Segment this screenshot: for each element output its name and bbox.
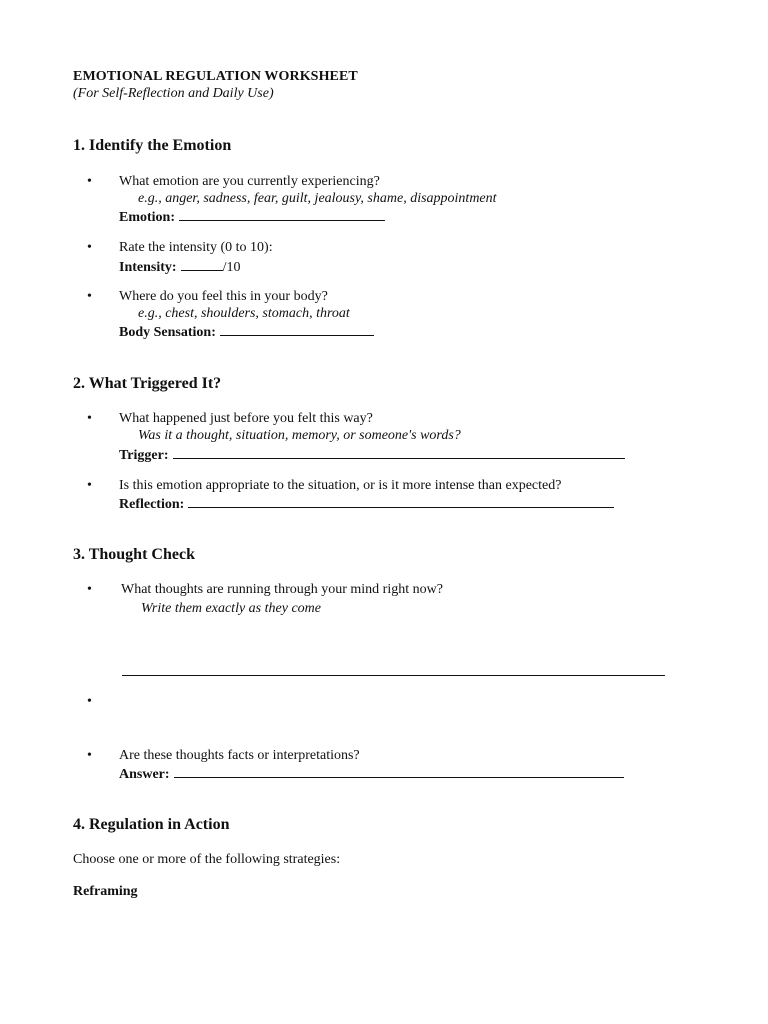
reflection-question: Is this emotion appropriate to the situation, or is it more intense than expected?	[119, 478, 562, 493]
bullet: •	[87, 694, 92, 709]
body-sensation-label: Body Sensation:	[119, 325, 216, 340]
bullet: •	[87, 240, 92, 255]
bullet: •	[87, 478, 92, 493]
strategies-intro: Choose one or more of the following strategies:	[73, 852, 341, 867]
thoughts-hint: Write them exactly as they come	[141, 601, 321, 616]
intensity-field[interactable]	[119, 258, 240, 276]
reframing-subheading: Reframing	[73, 884, 138, 899]
thoughts-write-line[interactable]	[122, 675, 665, 676]
body-sensation-field[interactable]	[119, 323, 374, 341]
bullet: •	[87, 289, 92, 304]
body-hint: e.g., chest, shoulders, stomach, throat	[138, 306, 350, 321]
trigger-hint: Was it a thought, situation, memory, or someone's words?	[138, 428, 461, 443]
emotion-hint: e.g., anger, sadness, fear, guilt, jealousy, shame, disappointment	[138, 191, 497, 206]
answer-blank[interactable]	[174, 765, 624, 778]
emotion-field[interactable]	[119, 208, 385, 226]
intensity-suffix: /10	[222, 260, 241, 275]
bullet: •	[87, 411, 92, 426]
facts-question: Are these thoughts facts or interpretations?	[119, 748, 360, 763]
emotion-label: Emotion:	[119, 210, 175, 225]
section-2-heading: 2. What Triggered It?	[73, 375, 222, 392]
intensity-label: Intensity:	[119, 260, 177, 275]
emotion-blank[interactable]	[179, 208, 385, 221]
thoughts-question: What thoughts are running through your mind right now?	[121, 582, 443, 597]
trigger-field[interactable]	[119, 446, 625, 464]
page-subtitle: (For Self-Reflection and Daily Use)	[73, 86, 274, 101]
section-3-heading: 3. Thought Check	[73, 546, 195, 563]
emotion-question: What emotion are you currently experiencing?	[119, 174, 380, 189]
intensity-question: Rate the intensity (0 to 10):	[119, 240, 273, 255]
answer-label: Answer:	[119, 767, 170, 782]
trigger-question: What happened just before you felt this way?	[119, 411, 373, 426]
reflection-label: Reflection:	[119, 497, 185, 512]
page-title: EMOTIONAL REGULATION WORKSHEET	[73, 69, 358, 84]
trigger-blank[interactable]	[173, 446, 625, 459]
answer-field[interactable]	[119, 765, 624, 783]
body-question: Where do you feel this in your body?	[119, 289, 328, 304]
section-1-heading: 1. Identify the Emotion	[73, 137, 232, 154]
trigger-label: Trigger:	[119, 448, 169, 463]
intensity-blank[interactable]	[181, 258, 223, 271]
body-sensation-blank[interactable]	[220, 323, 374, 336]
section-4-heading: 4. Regulation in Action	[73, 816, 230, 833]
reflection-field[interactable]	[119, 495, 614, 513]
bullet: •	[87, 174, 92, 189]
bullet: •	[87, 748, 92, 763]
reflection-blank[interactable]	[188, 495, 614, 508]
bullet: •	[87, 582, 92, 597]
